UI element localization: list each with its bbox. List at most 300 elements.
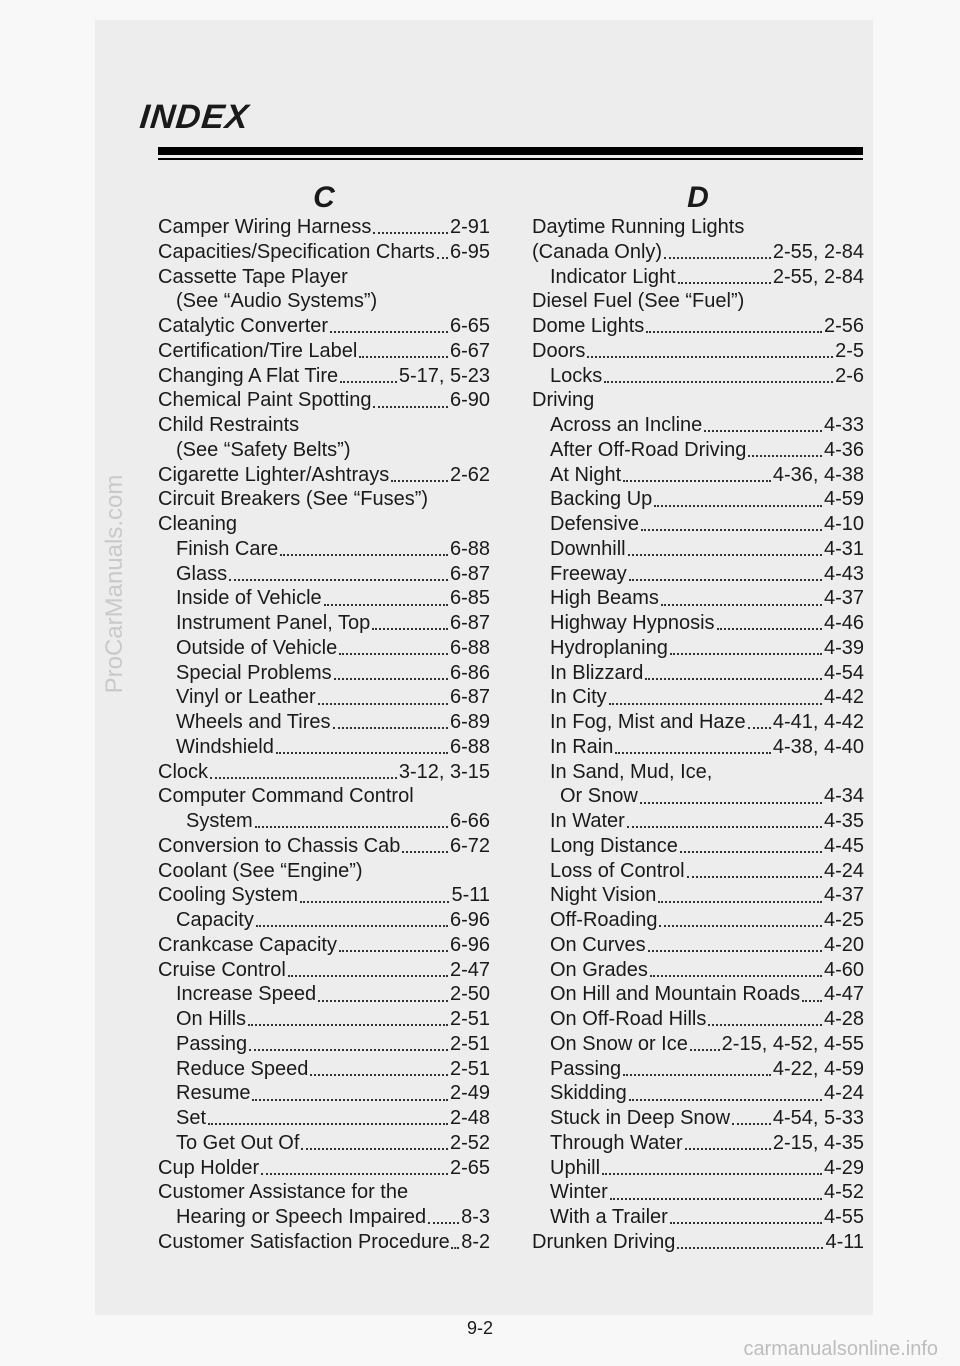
index-entry: [158, 908, 490, 933]
index-entry: [158, 661, 490, 686]
index-entry: [532, 215, 864, 240]
leader-dots: [330, 331, 448, 333]
index-entry-page: 4-59: [823, 488, 864, 511]
index-entry-text: Certification/Tire Label: [158, 339, 358, 362]
index-entry-text: Circuit Breakers (See “Fuses”): [158, 488, 429, 511]
index-entry-page: 4-38, 4-40: [772, 735, 864, 758]
leader-dots: [310, 1074, 448, 1076]
index-entry: [158, 859, 490, 884]
leader-dots: [587, 356, 833, 358]
index-entry: [532, 661, 864, 686]
index-entry-page: 4-46: [823, 612, 864, 634]
index-entry-text: Driving: [532, 389, 595, 412]
index-entry: [532, 265, 864, 290]
index-entry: [532, 710, 864, 735]
leader-dots: [318, 1000, 448, 1002]
index-entry-text: Computer Command Control: [158, 785, 414, 808]
index-entry: [158, 636, 490, 661]
index-entry-page: 8-2: [461, 1230, 490, 1253]
leader-dots: [627, 826, 822, 828]
index-entry-page: 6-95: [449, 240, 490, 263]
index-entry: [158, 1156, 490, 1181]
index-entry-page: 4-10: [823, 513, 864, 535]
index-entry-text: Passing: [550, 1057, 622, 1080]
index-entry-page: 2-91: [449, 216, 490, 238]
index-entry: [158, 883, 490, 908]
bottom-watermark: carmanualsonline.info: [743, 1338, 938, 1360]
index-entry: [158, 685, 490, 710]
index-entry-page: 2-65: [449, 1156, 490, 1179]
leader-dots: [391, 480, 448, 482]
index-entry-text: Dome Lights: [532, 315, 645, 337]
index-entry-text: Drunken Driving: [532, 1230, 676, 1253]
index-entry: [532, 883, 864, 908]
index-entry: [158, 388, 490, 413]
index-entry-page: 6-66: [449, 810, 490, 832]
index-entry: [532, 388, 864, 413]
index-entry-text: In City: [550, 686, 607, 709]
index-entry: [532, 933, 864, 958]
leader-dots: [248, 1024, 448, 1026]
index-entry-text: Cooling System: [158, 884, 299, 907]
index-entry-text: On Hill and Mountain Roads: [550, 983, 801, 1006]
leader-dots: [659, 925, 821, 927]
index-entry-text: Increase Speed: [176, 983, 317, 1006]
header-rule-thin: [158, 158, 863, 160]
index-entry-text: Resume: [176, 1082, 251, 1105]
index-entry: [532, 760, 864, 785]
index-entry-text: Off-Roading: [550, 909, 658, 931]
index-entry-text: Outside of Vehicle: [176, 636, 338, 659]
index-entry-text: On Hills: [176, 1008, 247, 1030]
index-entry-page: 6-86: [449, 661, 490, 684]
index-entry-page: 2-15, 4-35: [772, 1131, 864, 1154]
index-entry: [532, 1032, 864, 1057]
index-entry: [532, 413, 864, 438]
index-entry-text: Cigarette Lighter/Ashtrays: [158, 463, 390, 486]
index-entry-text: High Beams: [550, 587, 659, 610]
index-entry: [532, 240, 864, 265]
index-entry-text: Locks: [550, 364, 603, 387]
index-entry-text: Set: [176, 1107, 207, 1129]
index-entry: [158, 809, 490, 834]
index-entry: [532, 463, 864, 488]
index-entry-text: Cruise Control: [158, 958, 286, 981]
leader-dots: [208, 1123, 448, 1125]
index-entry-page: 4-20: [823, 933, 864, 956]
index-entry: [532, 289, 864, 314]
leader-dots: [229, 579, 448, 581]
index-entry-text: Conversion to Chassis Cab: [158, 834, 401, 857]
leader-dots: [645, 678, 822, 680]
index-entry-page: 4-37: [823, 587, 864, 610]
leader-dots: [339, 653, 448, 655]
index-entry-text: Uphill: [550, 1156, 601, 1179]
index-entry-text: Changing A Flat Tire: [158, 364, 339, 387]
index-entry: [158, 1057, 490, 1082]
index-entry-page: 6-87: [449, 686, 490, 709]
index-entry-page: 4-24: [823, 1082, 864, 1105]
leader-dots: [402, 851, 448, 853]
index-entry: [158, 537, 490, 562]
index-entry-page: 8-3: [461, 1206, 490, 1228]
index-entry-text: On Curves: [550, 933, 646, 956]
index-entry: [532, 562, 864, 587]
index-entry-text: After Off-Road Driving: [550, 438, 747, 461]
leader-dots: [609, 703, 822, 705]
index-entry-text: Diesel Fuel (See “Fuel”): [532, 290, 745, 313]
index-entry-text: Customer Assistance for the: [158, 1181, 409, 1204]
index-entry-text: Cup Holder: [158, 1156, 260, 1179]
index-entry: [532, 1205, 864, 1230]
leader-dots: [339, 950, 448, 952]
index-entry-text: Clock: [158, 760, 209, 783]
index-entry-text: Customer Satisfaction Procedure: [158, 1230, 450, 1253]
index-entry: [158, 1230, 490, 1255]
index-entry-text: Capacity: [176, 909, 254, 931]
leader-dots: [602, 1173, 822, 1175]
index-entry-text: Indicator Light: [550, 265, 676, 288]
index-entry-page: 3-12, 3-15: [398, 760, 490, 783]
index-entry: [532, 438, 864, 463]
index-entry-page: 6-96: [449, 909, 490, 931]
index-entry: [532, 1007, 864, 1032]
index-entry: [532, 537, 864, 562]
leader-dots: [623, 480, 771, 482]
section-letter-d: D: [687, 181, 709, 214]
index-entry-text: Chemical Paint Spotting: [158, 389, 372, 412]
leader-dots: [708, 1024, 822, 1026]
index-entry: [158, 215, 490, 240]
index-entry: [532, 1131, 864, 1156]
index-entry-page: 2-5: [835, 339, 864, 362]
index-entry: [158, 463, 490, 488]
index-entry-page: 6-90: [449, 389, 490, 412]
leader-dots: [678, 282, 771, 284]
index-entry-text: Camper Wiring Harness: [158, 216, 372, 238]
index-entry-page: 4-55: [823, 1206, 864, 1228]
index-entry-page: 6-85: [449, 587, 490, 610]
index-entry: [532, 735, 864, 760]
index-entry-page: 4-22, 4-59: [772, 1057, 864, 1080]
leader-dots: [670, 653, 822, 655]
index-entry-text: Vinyl or Leather: [176, 686, 316, 709]
index-entry: [532, 487, 864, 512]
index-entry-text: Capacities/Specification Charts: [158, 240, 435, 263]
index-entry: [532, 611, 864, 636]
index-entry-page: 2-62: [449, 463, 490, 486]
index-entry-page: 4-52: [823, 1181, 864, 1204]
index-entry-text: Cassette Tape Player: [158, 265, 348, 288]
index-entry-page: 4-33: [823, 414, 864, 436]
index-entry-text: In Fog, Mist and Haze: [550, 711, 746, 733]
index-entry-text: Across an Incline: [550, 414, 703, 436]
index-entry-page: 4-60: [823, 958, 864, 981]
index-entry: [158, 784, 490, 809]
leader-dots: [249, 1049, 448, 1051]
header-rule-thick: [158, 147, 863, 155]
index-entry-text: Long Distance: [550, 834, 678, 857]
leader-dots: [210, 777, 397, 779]
leader-dots: [623, 1074, 771, 1076]
index-entry: [158, 958, 490, 983]
index-entry-page: 6-67: [449, 339, 490, 362]
index-entry-text: Defensive: [550, 513, 639, 535]
index-entry: [532, 685, 864, 710]
index-entry-page: 2-51: [449, 1057, 490, 1080]
index-entry-text: (See “Safety Belts”): [176, 438, 351, 461]
leader-dots: [664, 257, 771, 259]
leader-dots: [615, 752, 770, 754]
index-entry-text: Instrument Panel, Top: [176, 612, 371, 634]
leader-dots: [628, 554, 822, 556]
index-entry-text: Skidding: [550, 1082, 627, 1105]
index-entry: [532, 958, 864, 983]
index-entry: [532, 1057, 864, 1082]
index-entry-text: Downhill: [550, 537, 626, 560]
leader-dots: [629, 1099, 822, 1101]
leader-dots: [256, 925, 448, 927]
leader-dots: [748, 455, 822, 457]
index-entry-page: 4-25: [823, 909, 864, 931]
index-entry: [158, 487, 490, 512]
index-entry: [532, 1106, 864, 1131]
leader-dots: [650, 975, 822, 977]
index-entry-page: 2-48: [449, 1107, 490, 1129]
index-entry-page: 4-24: [823, 859, 864, 882]
leader-dots: [252, 1099, 447, 1101]
index-entry: [158, 314, 490, 339]
index-entry-text: On Snow or Ice: [550, 1032, 688, 1055]
index-entry-page: 4-47: [823, 983, 864, 1006]
index-entry-page: 4-43: [823, 562, 864, 585]
leader-dots: [685, 1148, 771, 1150]
index-entry: [532, 859, 864, 884]
leader-dots: [428, 1222, 459, 1224]
index-entry-page: 4-36, 4-38: [772, 463, 864, 486]
leader-dots: [301, 1148, 448, 1150]
index-entry: [158, 834, 490, 859]
leader-dots: [288, 975, 448, 977]
index-entry-page: 6-72: [449, 834, 490, 857]
leader-dots: [333, 727, 448, 729]
leader-dots: [610, 1198, 822, 1200]
index-entry-text: Hydroplaning: [550, 636, 668, 659]
index-entry: [532, 809, 864, 834]
leader-dots: [372, 628, 448, 630]
index-entry-page: 6-87: [449, 612, 490, 634]
leader-dots: [690, 1049, 720, 1051]
leader-dots: [300, 901, 449, 903]
index-entry: [158, 1180, 490, 1205]
right-entries: [532, 215, 864, 1255]
index-entry-page: 6-88: [449, 735, 490, 758]
index-entry-text: (Canada Only): [532, 240, 663, 263]
index-entry-page: 4-36: [823, 438, 864, 461]
index-entry: [158, 1007, 490, 1032]
index-entry: [158, 982, 490, 1007]
index-entry: [158, 562, 490, 587]
index-entry-text: Highway Hypnosis: [550, 612, 715, 634]
leader-dots: [677, 1247, 823, 1249]
index-entry-page: 6-88: [449, 636, 490, 659]
index-entry: [158, 339, 490, 364]
leader-dots: [324, 604, 448, 606]
index-entry: [532, 784, 864, 809]
index-entry: [158, 1081, 490, 1106]
index-entry-text: Backing Up: [550, 488, 653, 511]
index-entry: [532, 314, 864, 339]
index-entry-text: Crankcase Capacity: [158, 933, 337, 956]
index-entry-page: 2-52: [449, 1131, 490, 1154]
index-entry-text: Winter: [550, 1181, 608, 1204]
leader-dots: [704, 430, 822, 432]
leader-dots: [437, 257, 448, 259]
leader-dots: [717, 628, 822, 630]
leader-dots: [640, 802, 822, 804]
index-entry-text: With a Trailer: [550, 1206, 668, 1228]
leader-dots: [732, 1123, 771, 1125]
leader-dots: [687, 876, 822, 878]
index-entry-page: 4-28: [823, 1008, 864, 1030]
leader-dots: [629, 579, 822, 581]
side-watermark: ProCarManuals.com: [101, 474, 128, 694]
index-entry: [532, 1230, 864, 1255]
index-entry-text: Or Snow: [560, 785, 638, 808]
leader-dots: [641, 529, 822, 531]
index-entry-text: Wheels and Tires: [176, 711, 331, 733]
index-entry-page: 2-55, 2-84: [772, 265, 864, 288]
index-entry: [158, 735, 490, 760]
leader-dots: [373, 406, 448, 408]
index-entry-text: Catalytic Converter: [158, 315, 329, 337]
index-entry-text: Freeway: [550, 562, 627, 585]
index-entry-text: Windshield: [176, 735, 274, 758]
index-entry-text: In Sand, Mud, Ice,: [550, 760, 713, 783]
index-entry-text: Reduce Speed: [176, 1057, 309, 1080]
leader-dots: [661, 604, 822, 606]
leader-dots: [654, 505, 822, 507]
index-entry: [158, 1106, 490, 1131]
index-entry: [158, 364, 490, 389]
index-entry-page: 4-29: [823, 1156, 864, 1179]
leader-dots: [648, 950, 822, 952]
index-entry-text: Passing: [176, 1032, 248, 1055]
index-entry: [532, 1081, 864, 1106]
index-entry: [158, 760, 490, 785]
index-entry-text: Night Vision: [550, 884, 657, 907]
index-entry-page: 4-11: [825, 1230, 864, 1253]
index-entry: [158, 710, 490, 735]
index-entry: [532, 364, 864, 389]
index-entry-text: In Blizzard: [550, 661, 644, 684]
index-entry-page: 2-56: [823, 315, 864, 337]
index-entry: [158, 586, 490, 611]
index-entry-page: 6-88: [449, 537, 490, 560]
section-letter-c: C: [313, 181, 335, 214]
index-entry-page: 2-49: [449, 1082, 490, 1105]
leader-dots: [276, 752, 448, 754]
index-entry-page: 2-15, 4-52, 4-55: [721, 1032, 864, 1055]
index-entry-page: 4-39: [823, 636, 864, 659]
index-entry-text: In Rain: [550, 735, 614, 758]
leader-dots: [604, 381, 833, 383]
index-entry-page: 4-34: [823, 785, 864, 808]
index-entry-text: Glass: [176, 562, 228, 585]
index-entry-text: At Night: [550, 463, 622, 486]
index-entry-page: 4-45: [823, 834, 864, 857]
index-entry: [532, 339, 864, 364]
index-entry-text: Hearing or Speech Impaired: [176, 1206, 427, 1228]
leader-dots: [452, 1247, 460, 1249]
index-entry-page: 2-51: [449, 1032, 490, 1055]
index-entry-page: 2-50: [449, 983, 490, 1006]
index-entry: [532, 636, 864, 661]
index-entry: [158, 1131, 490, 1156]
leader-dots: [255, 826, 448, 828]
leader-dots: [670, 1222, 822, 1224]
index-entry: [532, 834, 864, 859]
index-entry: [158, 933, 490, 958]
index-entry: [158, 1032, 490, 1057]
index-entry: [532, 586, 864, 611]
leader-dots: [748, 727, 771, 729]
leader-dots: [261, 1173, 448, 1175]
right-column: [532, 183, 864, 1255]
index-entry: [532, 982, 864, 1007]
leader-dots: [802, 1000, 822, 1002]
index-entry-page: 4-42: [823, 686, 864, 709]
index-entry-page: 6-89: [449, 711, 490, 733]
index-entry-text: On Grades: [550, 958, 648, 981]
leader-dots: [280, 554, 448, 556]
index-entry-text: Through Water: [550, 1131, 683, 1154]
page-title: INDEX: [138, 98, 251, 136]
leader-dots: [318, 703, 448, 705]
index-entry: [532, 908, 864, 933]
index-entry: [158, 611, 490, 636]
index-entry-page: 2-55, 2-84: [772, 240, 864, 263]
index-entry-page: 6-87: [449, 562, 490, 585]
index-entry-text: To Get Out Of: [176, 1131, 300, 1154]
leader-dots: [373, 232, 448, 234]
index-entry-text: In Water: [550, 810, 625, 832]
index-entry-text: Special Problems: [176, 661, 332, 684]
index-entry-page: 4-54: [823, 661, 864, 684]
index-entry-text: Doors: [532, 339, 586, 362]
left-entries: [158, 215, 490, 1255]
index-entry-text: (See “Audio Systems”): [176, 290, 378, 313]
leader-dots: [680, 851, 822, 853]
index-entry-text: Stuck in Deep Snow: [550, 1107, 731, 1129]
index-entry-text: Cleaning: [158, 513, 237, 535]
index-entry: [158, 265, 490, 290]
index-entry: [158, 1205, 490, 1230]
leader-dots: [658, 901, 822, 903]
index-entry-page: 2-47: [449, 958, 490, 981]
index-entry: [158, 512, 490, 537]
index-entry-text: On Off-Road Hills: [550, 1008, 707, 1030]
index-entry: [158, 438, 490, 463]
index-entry-text: System: [186, 810, 253, 832]
index-entry-page: 6-65: [449, 315, 490, 337]
index-entry: [158, 289, 490, 314]
index-entry-page: 4-54, 5-33: [772, 1107, 864, 1129]
index-entry-page: 6-96: [449, 933, 490, 956]
index-entry-page: 5-17, 5-23: [398, 364, 490, 387]
index-entry-text: Finish Care: [176, 537, 279, 560]
index-entry: [158, 240, 490, 265]
